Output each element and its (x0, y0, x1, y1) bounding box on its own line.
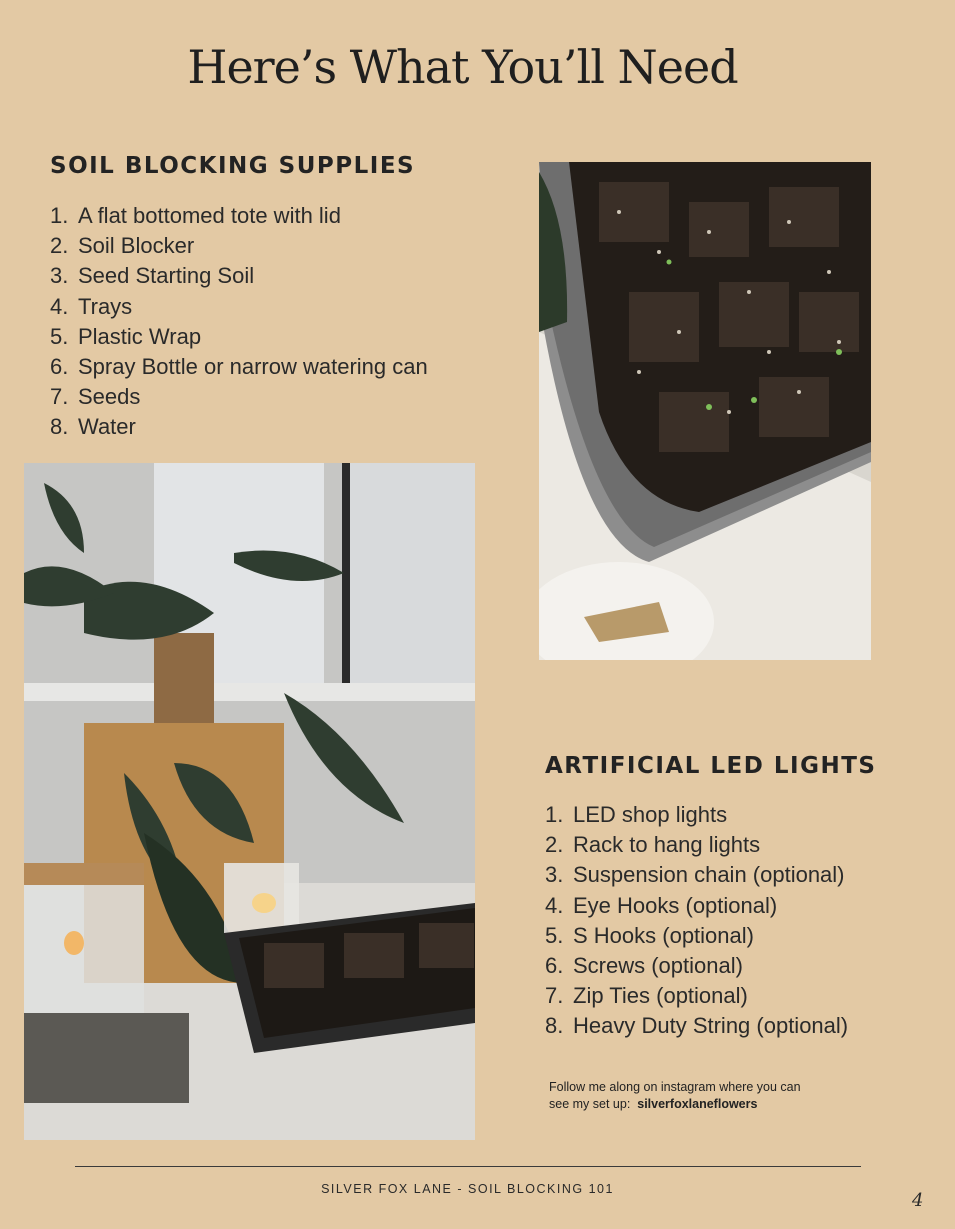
soil-supplies-item-text: Soil Blocker (78, 233, 195, 259)
led-lights-item-number: 6. (545, 952, 564, 978)
soil-supplies-list (50, 201, 428, 443)
soil-supplies-item (50, 261, 428, 291)
soil-supplies-item-number: 2. (50, 233, 69, 259)
footer-divider (75, 1166, 861, 1167)
soil-supplies-item-number: 5. (50, 323, 69, 349)
soil-supplies-item-number: 6. (50, 353, 69, 379)
led-lights-item-number: 4. (545, 892, 564, 918)
led-lights-item (545, 830, 848, 860)
led-lights-item-number: 2. (545, 832, 564, 858)
instagram-handle[interactable]: silverfoxlaneflowers (637, 1097, 758, 1111)
soil-supplies-item (50, 201, 428, 231)
soil-supplies-item-number: 8. (50, 414, 69, 440)
led-lights-item (545, 800, 848, 830)
soil-supplies-item (50, 292, 428, 322)
soil-supplies-item-text: Water (78, 414, 136, 440)
soil-supplies-item-number: 3. (50, 263, 69, 289)
led-lights-item (545, 860, 848, 890)
led-lights-item-text: Heavy Duty String (optional) (573, 1013, 849, 1039)
instagram-note-line1: Follow me along on instagram where you can (549, 1080, 801, 1094)
led-lights-item (545, 921, 848, 951)
soil-supplies-item-number: 7. (50, 384, 69, 410)
soil-supplies-item-text: Spray Bottle or narrow watering can (78, 353, 428, 379)
plant-and-soil-blocks-photo (24, 463, 475, 1140)
soil-supplies-heading: SOIL BLOCKING SUPPLIES (50, 153, 416, 179)
soil-supplies-item (50, 412, 428, 442)
led-lights-item (545, 981, 848, 1011)
led-lights-item-text: Screws (optional) (573, 952, 743, 978)
led-lights-item-number: 3. (545, 862, 564, 888)
soil-supplies-item-text: Trays (78, 293, 133, 319)
led-lights-item-number: 7. (545, 983, 564, 1009)
led-lights-list (545, 800, 848, 1042)
led-lights-item-text: Suspension chain (optional) (573, 862, 845, 888)
soil-supplies-item (50, 231, 428, 261)
soil-supplies-item-text: Seeds (78, 384, 141, 410)
led-lights-item-number: 5. (545, 922, 564, 948)
soil-supplies-item-number: 4. (50, 293, 69, 319)
led-lights-item-text: S Hooks (optional) (573, 922, 754, 948)
soil-supplies-item-text: Seed Starting Soil (78, 263, 255, 289)
instagram-note (549, 1079, 849, 1113)
led-lights-item-text: Rack to hang lights (573, 832, 761, 858)
instagram-note-prefix: see my set up: (549, 1097, 631, 1111)
led-lights-item-text: Eye Hooks (optional) (573, 892, 778, 918)
led-lights-item (545, 891, 848, 921)
led-lights-heading: ARTIFICIAL LED LIGHTS (545, 753, 877, 779)
led-lights-item-text: Zip Ties (optional) (573, 983, 748, 1009)
soil-supplies-item (50, 322, 428, 352)
led-lights-item-text: LED shop lights (573, 802, 728, 827)
soil-supplies-item (50, 382, 428, 412)
soil-blocks-tray-photo (539, 162, 871, 660)
soil-supplies-item (50, 352, 428, 382)
led-lights-item-number: 8. (545, 1013, 564, 1039)
led-lights-item (545, 1011, 848, 1041)
soil-supplies-item-text: A flat bottomed tote with lid (78, 203, 341, 228)
page-number: 4 (912, 1190, 924, 1211)
led-lights-item-number: 1. (545, 802, 564, 827)
soil-supplies-item-text: Plastic Wrap (78, 323, 202, 349)
soil-supplies-item-number: 1. (50, 203, 69, 228)
led-lights-item (545, 951, 848, 981)
footer-text: SILVER FOX LANE - SOIL BLOCKING 101 (321, 1182, 614, 1196)
page-title: Here’s What You’ll Need (187, 40, 738, 94)
